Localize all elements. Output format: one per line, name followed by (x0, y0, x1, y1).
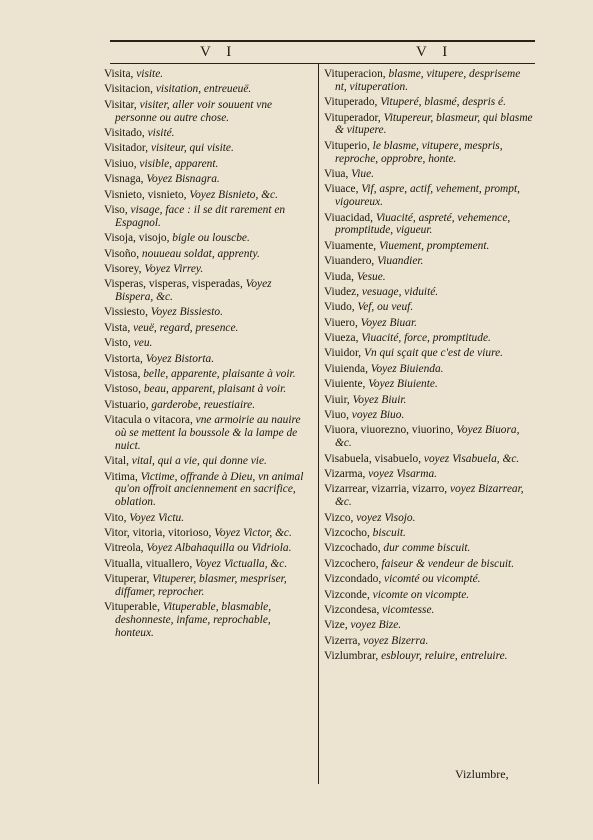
dictionary-entry (104, 158, 312, 171)
entry-headword: Vize, (324, 619, 351, 632)
entry-headword: Vizconde, (324, 588, 373, 601)
entry-headword: Viuamente, (324, 239, 379, 252)
dictionary-entry (104, 189, 312, 202)
entry-definition: voyez Bize. (350, 619, 402, 632)
entry-definition: voyez Visojo. (356, 511, 416, 524)
entry-headword: Viueza, (324, 332, 362, 345)
dictionary-entry (104, 278, 312, 304)
entry-definition: le blasme, vitupere, mespris, reproche, opprobre, honte. (335, 139, 503, 165)
dictionary-entry (324, 286, 534, 299)
dictionary-entry (104, 232, 312, 245)
entry-headword: Visto, (104, 337, 134, 350)
entry-headword: Visitado, (104, 126, 148, 139)
entry-headword: Viuda, (324, 270, 357, 283)
dictionary-entry (324, 409, 534, 422)
left-column (104, 68, 312, 642)
entry-definition: Vitupereur, blasmeur, qui blasme & vitupere. (335, 111, 533, 137)
entry-headword: Visorey, (104, 262, 145, 275)
entry-definition: voyez Visarma. (368, 467, 437, 480)
entry-headword: Viuir, (324, 393, 353, 406)
dictionary-entry (324, 255, 534, 268)
entry-definition: Viuandier. (377, 255, 424, 268)
entry-headword: Vitacula o vitacora, (104, 414, 196, 427)
entry-definition: voyez Bizerra. (363, 634, 429, 647)
dictionary-entry (324, 483, 534, 509)
entry-definition: voyez Biuo. (351, 409, 405, 422)
entry-headword: Viuacidad, (324, 211, 376, 224)
entry-definition: Victime, offrande à Dieu, vn animal qu'on offroit anciennement en sacrifice, oblation. (115, 470, 304, 509)
entry-definition: Viuacité, force, promptitude. (361, 332, 491, 345)
entry-definition: veuë, regard, presence. (133, 321, 239, 334)
dictionary-entry (324, 240, 534, 253)
entry-headword: Vistuario, (104, 398, 152, 411)
dictionary-entry (324, 558, 534, 571)
entry-headword: Visoja, visojo, (104, 232, 173, 245)
entry-headword: Vistoso, (104, 383, 144, 396)
entry-definition: Voyez Bistorta. (145, 352, 215, 365)
entry-definition: belle, apparente, plaisante à voir. (143, 368, 296, 381)
dictionary-entry (324, 619, 534, 632)
entry-headword: Vizcondado, (324, 573, 385, 586)
entry-definition: vne armoirie au nauire où se mettent la boussole & la lampe de nuict. (115, 414, 301, 452)
entry-definition: garderobe, reuestiaire. (151, 398, 256, 411)
entry-headword: Visperas, visperas, visperadas, (104, 278, 246, 291)
entry-definition: Voyez Victor, &c. (214, 526, 292, 539)
entry-headword: Vituperable, (104, 601, 163, 614)
entry-headword: Vituperado, (324, 96, 381, 109)
dictionary-entry (104, 142, 312, 155)
entry-headword: Visnieto, visnieto, (104, 188, 190, 201)
entry-definition: Voyez Biuar. (360, 316, 417, 329)
entry-headword: Vizarma, (324, 467, 369, 480)
dictionary-entry (104, 306, 312, 319)
entry-definition: voyez Visabuela, &c. (423, 452, 520, 465)
dictionary-entry (104, 83, 312, 96)
entry-headword: Vistosa, (104, 368, 144, 381)
entry-definition: Vef, ou veuf. (357, 301, 414, 314)
entry-definition: Voyez Bisnagra. (146, 173, 220, 186)
entry-definition: vicomté ou vicompté. (384, 573, 481, 586)
dictionary-entry (324, 604, 534, 617)
entry-headword: Vizarrear, vizarria, vizarro, (324, 483, 450, 496)
dictionary-entry (324, 332, 534, 345)
entry-definition: blasme, vitupere, despriseme nt, vituperation. (335, 68, 521, 93)
entry-headword: Vistorta, (104, 352, 146, 365)
column-divider (318, 64, 319, 784)
dictionary-entry (324, 424, 534, 450)
entry-headword: Viua, (324, 167, 352, 180)
entry-definition: Vn qui sçait que c'est de viure. (364, 347, 503, 360)
dictionary-entry (104, 337, 312, 350)
entry-definition: visiteur, qui visite. (150, 142, 234, 155)
entry-definition: Viue. (351, 167, 375, 180)
dictionary-entry (104, 204, 312, 230)
entry-definition: Voyez Bisnieto, &c. (189, 188, 278, 201)
dictionary-entry (104, 399, 312, 412)
entry-definition: Voyez Biuiente. (368, 378, 438, 391)
entry-headword: Viudez, (324, 285, 362, 298)
catchword: Vizlumbre, (455, 767, 509, 781)
dictionary-entry (324, 68, 534, 94)
entry-headword: Vista, (104, 321, 134, 334)
dictionary-entry (324, 168, 534, 181)
dictionary-entry (324, 271, 534, 284)
dictionary-entry (324, 635, 534, 648)
entry-definition: Voyez Albahaquilla ou Vidriola. (146, 542, 292, 555)
entry-definition: visage, face : il se dit rarement en Espagnol. (115, 203, 286, 229)
entry-definition: visitation, entreueuë. (155, 83, 252, 96)
dictionary-entry (324, 317, 534, 330)
entry-definition: visité. (147, 126, 175, 139)
dictionary-entry (104, 414, 312, 452)
entry-definition: faiseur & vendeur de biscuit. (381, 557, 515, 570)
entry-definition: vital, qui a vie, qui donne vie. (131, 455, 267, 468)
entry-headword: Viuandero, (324, 255, 378, 268)
entry-headword: Viuora, viuorezno, viuorino, (324, 424, 457, 437)
dictionary-entry (324, 394, 534, 407)
entry-headword: Viuace, (324, 183, 362, 196)
entry-headword: Viudo, (324, 301, 358, 314)
entry-definition: vesuage, viduité. (361, 285, 439, 298)
entry-headword: Vituperacion, (324, 68, 389, 80)
dictionary-entry (324, 378, 534, 391)
dictionary-entry (324, 212, 534, 238)
dictionary-entry (324, 453, 534, 466)
entry-headword: Visitacion, (104, 83, 156, 96)
right-column-header: V I (416, 44, 454, 60)
entry-headword: Vital, (104, 455, 132, 468)
dictionary-entry (104, 471, 312, 509)
entry-definition: Voyez Biuir. (352, 393, 407, 406)
entry-definition: Voyez Virrey. (144, 262, 204, 275)
entry-headword: Visiuo, (104, 157, 140, 170)
entry-definition: vicomtesse. (382, 603, 435, 616)
dictionary-entry (324, 347, 534, 360)
dictionary-entry (104, 322, 312, 335)
entry-headword: Vizcochado, (324, 542, 384, 555)
entry-headword: Vizcocho, (324, 526, 373, 539)
dictionary-entry (104, 527, 312, 540)
entry-definition: Voyez Victu. (129, 511, 185, 524)
entry-headword: Visabuela, visabuelo, (324, 452, 424, 465)
entry-definition: visite. (136, 68, 164, 80)
dictionary-entry (104, 601, 312, 639)
entry-definition: dur comme biscuit. (383, 542, 471, 555)
entry-definition: Voyez Bispera, &c. (115, 278, 272, 304)
entry-headword: Viuero, (324, 316, 361, 329)
entry-headword: Vizcondesa, (324, 603, 383, 616)
entry-headword: Viuo, (324, 409, 352, 422)
entry-headword: Vituperio, (324, 139, 373, 152)
dictionary-entry (104, 383, 312, 396)
entry-definition: vicomte on vicompte. (372, 588, 470, 601)
entry-headword: Vituperador, (324, 111, 384, 124)
dictionary-entry (104, 248, 312, 261)
entry-definition: voyez Bizarrear, &c. (335, 483, 524, 509)
dictionary-entry (324, 468, 534, 481)
dictionary-entry (104, 127, 312, 140)
entry-headword: Vizlumbrar, (324, 650, 382, 663)
dictionary-entry (104, 353, 312, 366)
dictionary-entry (104, 455, 312, 468)
dictionary-entry (104, 558, 312, 571)
dictionary-entry (324, 573, 534, 586)
entry-definition: esblouyr, reluire, entreluire. (381, 650, 508, 663)
dictionary-entry (324, 542, 534, 555)
dictionary-entry (324, 301, 534, 314)
entry-headword: Visitar, (104, 98, 140, 111)
entry-headword: Visoño, (104, 247, 142, 260)
entry-headword: Viuiente, (324, 378, 369, 391)
dictionary-entry (324, 527, 534, 540)
dictionary-entry (104, 263, 312, 276)
dictionary-entry (104, 173, 312, 186)
entry-definition: Viuement, promptement. (378, 239, 490, 252)
entry-headword: Vitima, (104, 470, 141, 483)
entry-definition: Vituperable, blasmable, deshonneste, infame, reprochable, honteux. (115, 601, 272, 639)
entry-headword: Viuienda, (324, 362, 371, 375)
dictionary-entry (104, 68, 312, 81)
entry-definition: bigle ou louscbe. (172, 232, 250, 245)
entry-headword: Visnaga, (104, 173, 147, 186)
entry-headword: Vituperar, (104, 573, 153, 586)
entry-definition: Voyez Bissiesto. (150, 306, 223, 319)
entry-headword: Viso, (104, 203, 131, 216)
entry-headword: Visitador, (104, 142, 151, 155)
entry-definition: visiter, aller voir souuent vne personne ou autre chose. (115, 98, 273, 124)
entry-headword: Vizerra, (324, 634, 364, 647)
entry-headword: Vitualla, vituallero, (104, 557, 196, 570)
entry-definition: Vif, aspre, actif, vehement, prompt, vigoureux. (335, 183, 520, 209)
dictionary-entry (104, 368, 312, 381)
entry-headword: Viuidor, (324, 347, 364, 360)
entry-definition: biscuit. (372, 526, 406, 539)
entry-definition: Voyez Biuora, &c. (335, 424, 520, 450)
dictionary-entry (104, 542, 312, 555)
dictionary-entry (324, 650, 534, 663)
entry-definition: Voyez Biuienda. (370, 362, 444, 375)
entry-definition: Vituperé, blasmé, despris é. (380, 96, 506, 109)
right-column (324, 68, 534, 665)
entry-definition: Viuacité, aspreté, vehemence, promptitude, vigueur. (335, 211, 511, 237)
entry-definition: veu. (133, 337, 153, 350)
dictionary-entry (324, 96, 534, 109)
dictionary-entry (324, 140, 534, 166)
entry-headword: Vizco, (324, 511, 357, 524)
dictionary-entry (324, 363, 534, 376)
entry-definition: Vesue. (356, 270, 386, 283)
entry-definition: Voyez Victualla, &c. (195, 557, 288, 570)
dictionary-entry (104, 573, 312, 599)
entry-headword: Vitreola, (104, 542, 147, 555)
entry-definition: nouueau soldat, apprenty. (141, 247, 260, 260)
left-column-header: V I (200, 44, 238, 60)
entry-definition: visible, apparent. (139, 157, 219, 170)
dictionary-entry (324, 183, 534, 209)
dictionary-entry (104, 512, 312, 525)
dictionary-entry (324, 512, 534, 525)
entry-headword: Vissiesto, (104, 306, 151, 319)
dictionary-entry (324, 112, 534, 138)
entry-definition: beau, apparent, plaisant à voir. (143, 383, 287, 396)
header-rule (110, 63, 535, 64)
entry-headword: Vizcochero, (324, 557, 382, 570)
dictionary-entry (104, 99, 312, 125)
entry-headword: Vitor, vitoria, vitorioso, (104, 526, 215, 539)
entry-headword: Visita, (104, 68, 137, 80)
dictionary-entry (324, 589, 534, 602)
entry-definition: Vituperer, blasmer, mespriser, diffamer, reprocher. (115, 573, 287, 598)
entry-headword: Vito, (104, 511, 130, 524)
top-rule (110, 40, 535, 42)
